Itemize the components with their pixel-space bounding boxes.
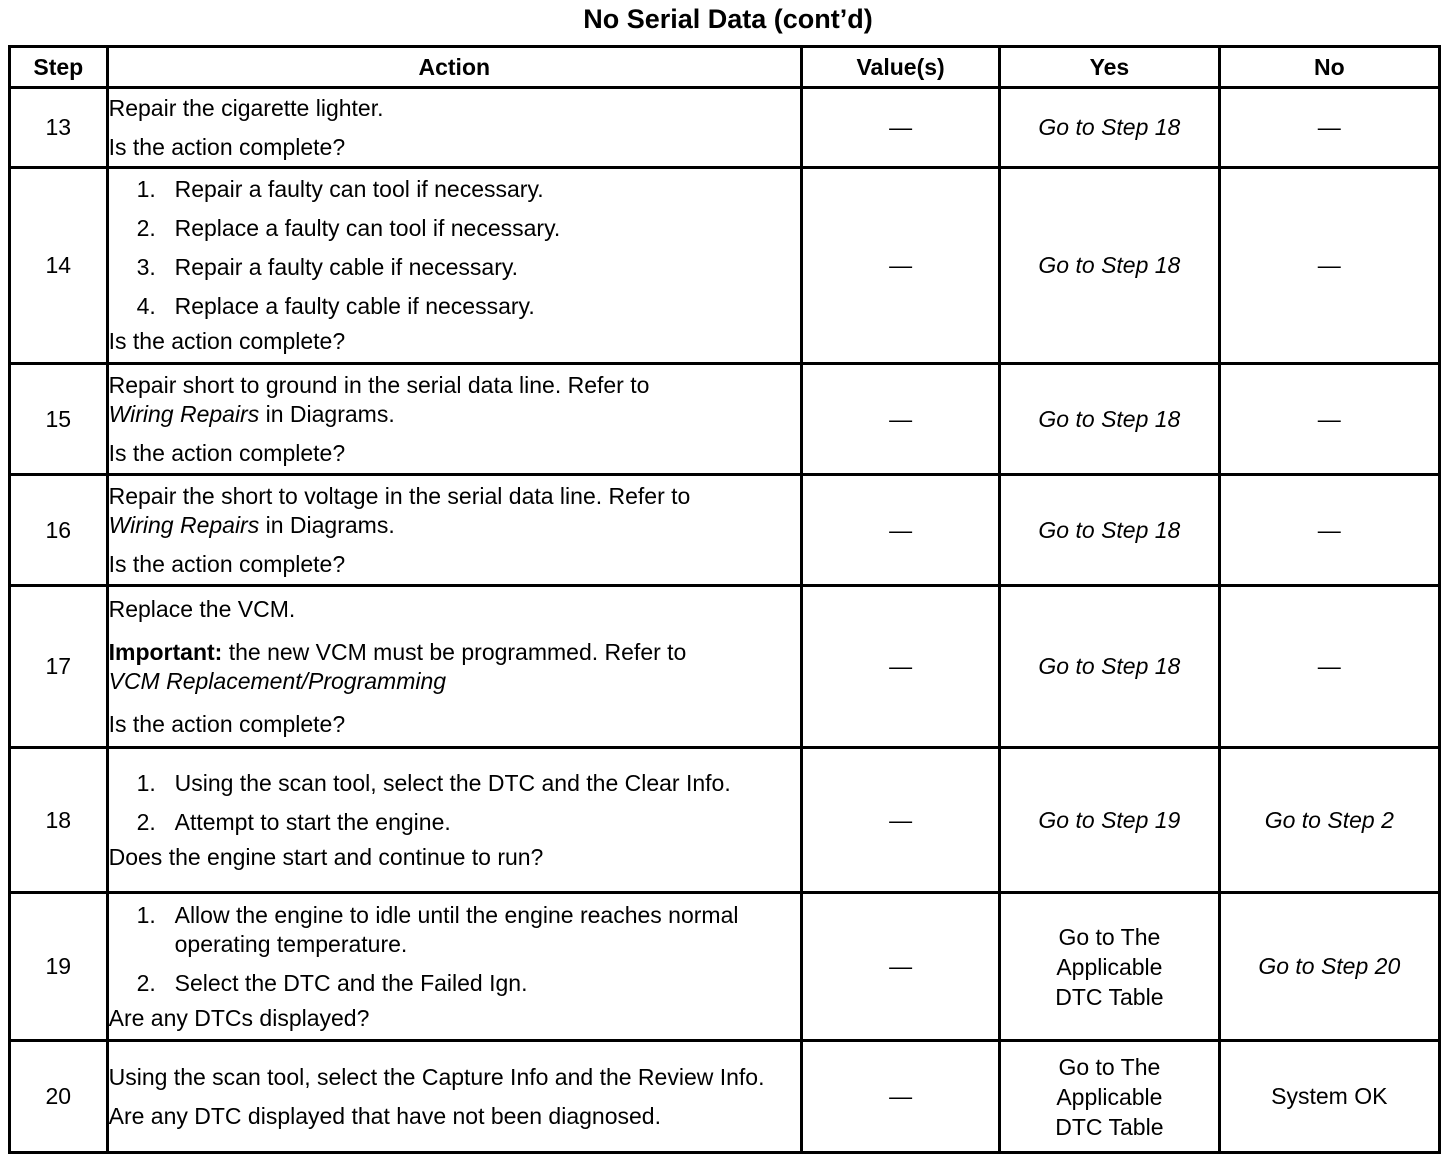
action-cell — [107, 893, 801, 1041]
no-cell: — — [1219, 88, 1439, 168]
value-cell: — — [801, 364, 999, 475]
important-label: Important: — [108, 638, 223, 665]
no-cell: — — [1219, 168, 1439, 364]
action-steps-list — [109, 901, 800, 998]
no-cell: System OK — [1219, 1041, 1439, 1153]
step-number: 13 — [10, 88, 108, 168]
no-cell: Go to Step 2 — [1219, 748, 1439, 893]
action-question: Are any DTCs displayed? — [108, 1004, 370, 1031]
yes-cell: Go to Step 18 — [1000, 168, 1219, 364]
yes-line: Applicable — [1056, 1083, 1163, 1110]
table-row-step-16 — [10, 475, 1440, 586]
yes-line: DTC Table — [1055, 983, 1164, 1010]
action-text: Using the scan tool, select the Capture Info and the Review Info. — [108, 1063, 765, 1090]
action-cell — [107, 586, 801, 748]
yes-cell: Go to Step 18 — [1000, 88, 1219, 168]
yes-line: Applicable — [1056, 953, 1163, 980]
list-item: 2. Replace a faulty can tool if necessary. — [136, 215, 561, 241]
action-steps-list — [109, 769, 800, 837]
yes-line: DTC Table — [1055, 1113, 1164, 1140]
action-text: Repair short to ground in the serial data line. Refer to Wiring Repairs in Diagrams. — [108, 371, 650, 427]
list-item: 2. Attempt to start the engine. — [136, 808, 451, 835]
action-text: Repair the cigarette lighter. — [108, 94, 384, 121]
yes-cell: Go to Step 18 — [1000, 586, 1219, 748]
action-cell — [107, 748, 801, 893]
list-item: 3. Repair a faulty cable if necessary. — [136, 254, 519, 280]
action-question: Does the engine start and continue to run? — [108, 843, 544, 870]
table-row-step-19 — [10, 893, 1440, 1041]
header-row — [10, 47, 1440, 88]
header-no: No — [1219, 47, 1439, 88]
list-item: 1. Repair a faulty can tool if necessary. — [136, 176, 544, 202]
yes-cell — [1000, 893, 1219, 1041]
table-row-step-20 — [10, 1041, 1440, 1153]
header-values: Value(s) — [801, 47, 999, 88]
value-cell: — — [801, 1041, 999, 1153]
value-cell: — — [801, 88, 999, 168]
reference-link-text: Wiring Repairs — [108, 511, 260, 538]
table-row-step-18 — [10, 748, 1440, 893]
yes-cell: Go to Step 19 — [1000, 748, 1219, 893]
diagnostic-table — [8, 45, 1441, 1154]
header-action: Action — [107, 47, 801, 88]
step-number: 16 — [10, 475, 108, 586]
no-cell: — — [1219, 475, 1439, 586]
action-text: Replace the VCM. — [108, 595, 296, 622]
table-row-step-14 — [10, 168, 1440, 364]
yes-cell: Go to Step 18 — [1000, 475, 1219, 586]
important-note: Important: the new VCM must be programmed. Refer to VCM Replacement/Programming — [108, 638, 687, 694]
action-cell — [107, 364, 801, 475]
step-number: 18 — [10, 748, 108, 893]
table-row-step-13 — [10, 88, 1440, 168]
action-cell — [107, 168, 801, 364]
list-item: 2. Select the DTC and the Failed Ign. — [136, 969, 528, 996]
header-yes: Yes — [1000, 47, 1219, 88]
value-cell: — — [801, 748, 999, 893]
action-question: Is the action complete? — [108, 328, 346, 354]
no-cell: Go to Step 20 — [1219, 893, 1439, 1041]
action-question: Is the action complete? — [108, 710, 346, 737]
yes-line: Go to The — [1058, 1053, 1161, 1080]
list-item: 1. Using the scan tool, select the DTC and the Clear Info. — [136, 769, 731, 796]
value-cell: — — [801, 586, 999, 748]
value-cell: — — [801, 168, 999, 364]
no-cell: — — [1219, 364, 1439, 475]
page-title: No Serial Data (cont’d) — [583, 4, 873, 34]
value-cell: — — [801, 893, 999, 1041]
list-item: 1. Allow the engine to idle until the engine reaches normal operating temperature. — [136, 901, 739, 957]
action-cell — [107, 88, 801, 168]
reference-link-text: VCM Replacement/Programming — [108, 667, 447, 694]
step-number: 14 — [10, 168, 108, 364]
step-number: 19 — [10, 893, 108, 1041]
action-cell — [107, 475, 801, 586]
action-steps-list — [109, 175, 800, 321]
action-question: Is the action complete? — [108, 133, 346, 160]
no-cell: — — [1219, 586, 1439, 748]
action-question: Is the action complete? — [108, 550, 346, 577]
yes-cell: Go to Step 18 — [1000, 364, 1219, 475]
yes-line: Go to The — [1058, 923, 1161, 950]
value-cell: — — [801, 475, 999, 586]
action-text: Repair the short to voltage in the serial data line. Refer to Wiring Repairs in Diagrams. — [108, 482, 691, 538]
step-number: 20 — [10, 1041, 108, 1153]
action-question: Is the action complete? — [108, 439, 346, 466]
header-step: Step — [10, 47, 108, 88]
step-number: 15 — [10, 364, 108, 475]
list-item: 4. Replace a faulty cable if necessary. — [136, 293, 535, 319]
reference-link-text: Wiring Repairs — [108, 400, 260, 427]
yes-cell — [1000, 1041, 1219, 1153]
action-cell — [107, 1041, 801, 1153]
action-question: Are any DTC displayed that have not been diagnosed. — [108, 1102, 661, 1129]
table-row-step-15 — [10, 364, 1440, 475]
table-row-step-17 — [10, 586, 1440, 748]
step-number: 17 — [10, 586, 108, 748]
